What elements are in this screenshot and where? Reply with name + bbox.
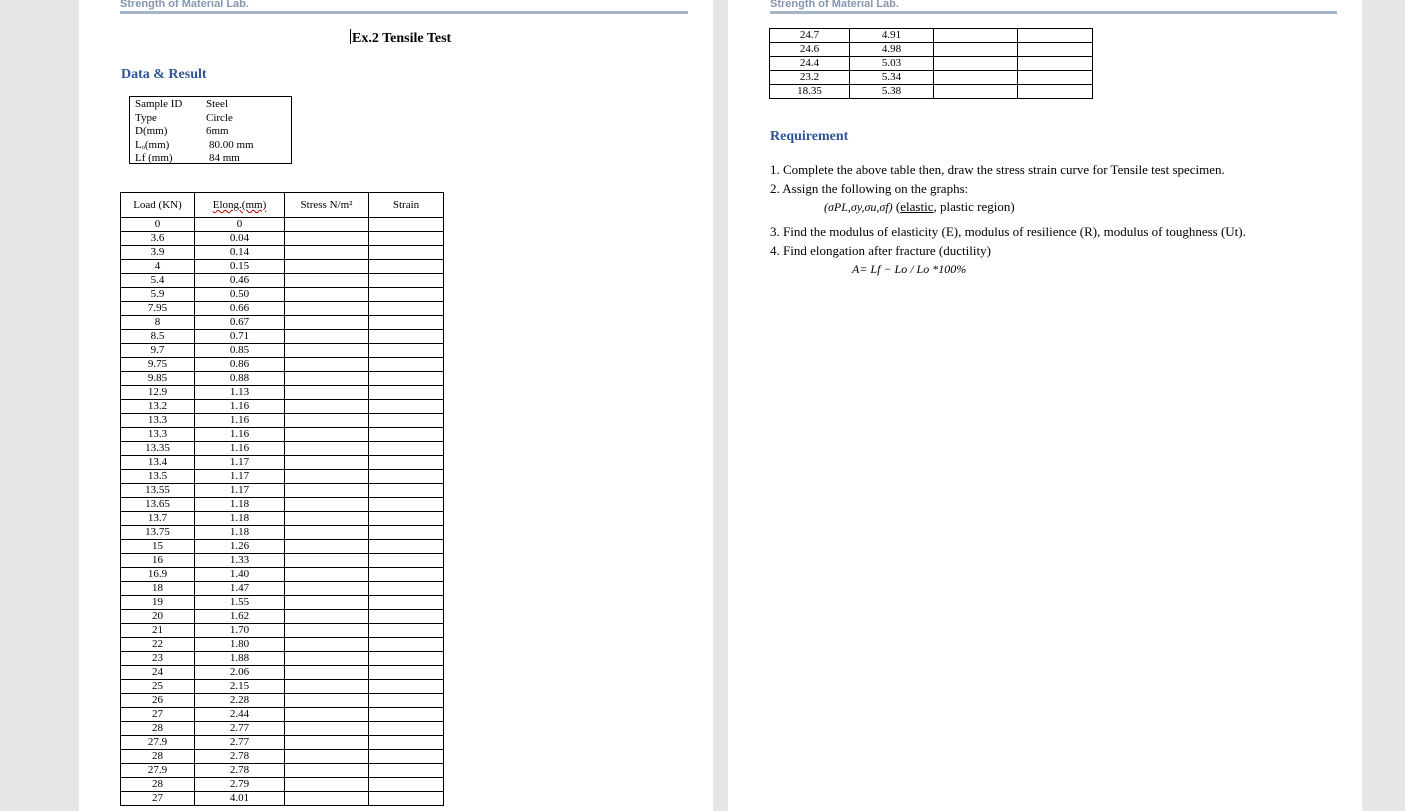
stress-cell bbox=[285, 470, 369, 484]
table-body bbox=[121, 218, 444, 806]
strain-cell bbox=[369, 414, 444, 428]
stress-cell bbox=[285, 498, 369, 512]
elongation-cell: 1.17 bbox=[195, 470, 285, 484]
strain-cell bbox=[369, 330, 444, 344]
table-row bbox=[121, 582, 444, 596]
column-header bbox=[195, 193, 285, 218]
strain-cell bbox=[369, 610, 444, 624]
table-row bbox=[121, 638, 444, 652]
table-row bbox=[770, 85, 1093, 99]
table-row bbox=[121, 218, 444, 232]
stress-cell bbox=[285, 274, 369, 288]
elongation-cell: 1.18 bbox=[195, 512, 285, 526]
elongation-cell: 0.46 bbox=[195, 274, 285, 288]
stress-cell bbox=[285, 694, 369, 708]
load-cell: 20 bbox=[121, 610, 195, 624]
elongation-cell: 0.66 bbox=[195, 302, 285, 316]
table-row bbox=[121, 386, 444, 400]
load-cell: 5.9 bbox=[121, 288, 195, 302]
sample-info-value: Circle bbox=[206, 111, 233, 124]
elongation-cell: 4.91 bbox=[850, 29, 934, 43]
load-cell: 27.9 bbox=[121, 764, 195, 778]
column-header bbox=[369, 193, 444, 218]
load-cell: 13.65 bbox=[121, 498, 195, 512]
stress-cell bbox=[934, 29, 1018, 43]
text-cursor bbox=[350, 29, 351, 44]
load-cell: 13.35 bbox=[121, 442, 195, 456]
stress-cell bbox=[285, 750, 369, 764]
column-header bbox=[121, 193, 195, 218]
table-row bbox=[121, 736, 444, 750]
stress-cell bbox=[285, 456, 369, 470]
table-row bbox=[121, 526, 444, 540]
stress-cell bbox=[285, 554, 369, 568]
load-cell: 5.4 bbox=[121, 274, 195, 288]
strain-cell bbox=[369, 288, 444, 302]
table-row bbox=[121, 288, 444, 302]
table-body bbox=[770, 29, 1093, 99]
sample-info-value: 84 mm bbox=[209, 152, 240, 164]
elongation-cell: 0.86 bbox=[195, 358, 285, 372]
strain-cell bbox=[369, 456, 444, 470]
strain-cell bbox=[369, 540, 444, 554]
stress-cell bbox=[934, 71, 1018, 85]
elongation-cell: 0 bbox=[195, 218, 285, 232]
strain-cell bbox=[369, 526, 444, 540]
elongation-cell: 1.55 bbox=[195, 596, 285, 610]
stress-cell bbox=[285, 596, 369, 610]
table-row bbox=[121, 764, 444, 778]
load-cell: 28 bbox=[121, 722, 195, 736]
table-row bbox=[121, 428, 444, 442]
table-row bbox=[770, 29, 1093, 43]
page-header-text: Strength of Material Lab. bbox=[120, 0, 249, 10]
load-cell: 24.6 bbox=[770, 43, 850, 57]
stress-cell bbox=[285, 428, 369, 442]
stress-cell bbox=[285, 302, 369, 316]
table-row bbox=[121, 680, 444, 694]
elongation-cell: 1.18 bbox=[195, 498, 285, 512]
load-cell: 13.55 bbox=[121, 484, 195, 498]
elongation-cell: 1.40 bbox=[195, 568, 285, 582]
table-row bbox=[121, 498, 444, 512]
table-row bbox=[121, 554, 444, 568]
strain-cell bbox=[369, 512, 444, 526]
elongation-cell: 0.85 bbox=[195, 344, 285, 358]
stress-cell bbox=[285, 414, 369, 428]
elongation-cell: 1.16 bbox=[195, 414, 285, 428]
elongation-cell: 0.04 bbox=[195, 232, 285, 246]
table-row bbox=[121, 400, 444, 414]
table-row bbox=[121, 750, 444, 764]
elongation-cell: 0.67 bbox=[195, 316, 285, 330]
load-cell: 13.3 bbox=[121, 428, 195, 442]
stress-cell bbox=[285, 526, 369, 540]
load-cell: 22 bbox=[121, 638, 195, 652]
stress-cell bbox=[934, 57, 1018, 71]
load-cell: 13.2 bbox=[121, 400, 195, 414]
strain-cell bbox=[369, 316, 444, 330]
strain-cell bbox=[369, 750, 444, 764]
strain-cell bbox=[369, 638, 444, 652]
elongation-cell: 1.80 bbox=[195, 638, 285, 652]
load-cell: 19 bbox=[121, 596, 195, 610]
elongation-cell: 0.88 bbox=[195, 372, 285, 386]
strain-cell bbox=[1018, 29, 1093, 43]
table-row bbox=[121, 540, 444, 554]
load-cell: 28 bbox=[121, 750, 195, 764]
stress-cell bbox=[934, 85, 1018, 99]
strain-cell bbox=[369, 680, 444, 694]
table-row bbox=[121, 708, 444, 722]
table-row bbox=[121, 330, 444, 344]
table-row bbox=[121, 232, 444, 246]
stress-cell bbox=[285, 792, 369, 806]
table-row bbox=[121, 610, 444, 624]
requirement-item-3: 3. Find the modulus of elasticity (E), modulus of resilience (R), modulus of toughness (Ut). bbox=[770, 224, 1246, 239]
strain-cell bbox=[369, 232, 444, 246]
stress-cell bbox=[285, 624, 369, 638]
elongation-cell: 1.17 bbox=[195, 484, 285, 498]
elongation-cell: 1.13 bbox=[195, 386, 285, 400]
strain-cell bbox=[369, 722, 444, 736]
strain-cell bbox=[369, 302, 444, 316]
strain-cell bbox=[1018, 85, 1093, 99]
load-cell: 8.5 bbox=[121, 330, 195, 344]
table-row bbox=[121, 274, 444, 288]
sample-info-key: D(mm) bbox=[135, 125, 168, 137]
document-page-1 bbox=[79, 0, 713, 811]
stress-cell bbox=[285, 484, 369, 498]
load-cell: 7.95 bbox=[121, 302, 195, 316]
load-cell: 9.7 bbox=[121, 344, 195, 358]
table-row bbox=[770, 71, 1093, 85]
table-row bbox=[121, 442, 444, 456]
stress-cell bbox=[285, 344, 369, 358]
load-cell: 23.2 bbox=[770, 71, 850, 85]
strain-cell bbox=[369, 358, 444, 372]
strain-cell bbox=[369, 554, 444, 568]
load-cell: 12.9 bbox=[121, 386, 195, 400]
strain-cell bbox=[369, 442, 444, 456]
elongation-cell: 1.47 bbox=[195, 582, 285, 596]
elongation-cell: 1.16 bbox=[195, 442, 285, 456]
elongation-cell: 5.03 bbox=[850, 57, 934, 71]
table-row bbox=[121, 778, 444, 792]
table-row bbox=[121, 344, 444, 358]
sample-info-key: Sample ID bbox=[135, 98, 183, 110]
elongation-cell: 2.28 bbox=[195, 694, 285, 708]
elongation-cell: 2.77 bbox=[195, 736, 285, 750]
stress-cell bbox=[285, 736, 369, 750]
table-row bbox=[121, 694, 444, 708]
load-cell: 13.3 bbox=[121, 414, 195, 428]
stress-cell bbox=[934, 43, 1018, 57]
load-cell: 25 bbox=[121, 680, 195, 694]
page-header-text: Strength of Material Lab. bbox=[770, 0, 899, 10]
strain-cell bbox=[1018, 57, 1093, 71]
column-header bbox=[285, 193, 369, 218]
stress-cell bbox=[285, 540, 369, 554]
elongation-cell: 0.50 bbox=[195, 288, 285, 302]
load-cell: 13.7 bbox=[121, 512, 195, 526]
stress-cell bbox=[285, 638, 369, 652]
elongation-cell: 5.38 bbox=[850, 85, 934, 99]
table-row bbox=[121, 260, 444, 274]
elongation-cell: 2.79 bbox=[195, 778, 285, 792]
elongation-cell: 1.18 bbox=[195, 526, 285, 540]
elastic-word: elastic bbox=[900, 199, 934, 214]
data-table bbox=[120, 192, 444, 806]
table-row bbox=[121, 568, 444, 582]
strain-cell bbox=[369, 274, 444, 288]
table-row bbox=[121, 484, 444, 498]
table-row bbox=[121, 456, 444, 470]
strain-cell bbox=[369, 484, 444, 498]
table-row bbox=[121, 652, 444, 666]
load-cell: 9.75 bbox=[121, 358, 195, 372]
elongation-cell: 0.15 bbox=[195, 260, 285, 274]
stress-cell bbox=[285, 778, 369, 792]
strain-cell bbox=[369, 386, 444, 400]
stress-cell bbox=[285, 386, 369, 400]
load-cell: 24.4 bbox=[770, 57, 850, 71]
strain-cell bbox=[369, 694, 444, 708]
ductility-formula: A= Lf − Lo / Lo *100% bbox=[852, 262, 967, 276]
table-row bbox=[121, 470, 444, 484]
stress-cell bbox=[285, 442, 369, 456]
assign-rest: , plastic region) bbox=[933, 199, 1015, 214]
load-cell: 28 bbox=[121, 778, 195, 792]
header-rule bbox=[770, 11, 1337, 14]
page-title bbox=[350, 29, 451, 47]
stress-cell bbox=[285, 288, 369, 302]
stress-cell bbox=[285, 330, 369, 344]
column-header-label: Stress N/m² bbox=[300, 199, 353, 211]
strain-cell bbox=[369, 498, 444, 512]
table-row bbox=[121, 722, 444, 736]
sample-info-key: Lf (mm) bbox=[135, 152, 173, 164]
elongation-cell: 0.14 bbox=[195, 246, 285, 260]
strain-cell bbox=[369, 652, 444, 666]
column-header-label: Load (KN) bbox=[133, 199, 182, 211]
sample-info-value: 6mm bbox=[206, 125, 229, 137]
load-cell: 24.7 bbox=[770, 29, 850, 43]
stress-cell bbox=[285, 372, 369, 386]
strain-cell bbox=[369, 666, 444, 680]
elongation-cell: 2.78 bbox=[195, 764, 285, 778]
stress-cell bbox=[285, 568, 369, 582]
stress-cell bbox=[285, 764, 369, 778]
strain-cell bbox=[369, 736, 444, 750]
load-cell: 13.5 bbox=[121, 470, 195, 484]
load-cell: 24 bbox=[121, 666, 195, 680]
requirement-item-1: 1. Complete the above table then, draw the stress strain curve for Tensile test specimen. bbox=[770, 162, 1225, 177]
strain-cell bbox=[369, 344, 444, 358]
table-row bbox=[770, 43, 1093, 57]
strain-cell bbox=[369, 708, 444, 722]
load-cell: 21 bbox=[121, 624, 195, 638]
strain-cell bbox=[369, 372, 444, 386]
load-cell: 18 bbox=[121, 582, 195, 596]
elongation-cell: 1.16 bbox=[195, 400, 285, 414]
strain-cell bbox=[369, 568, 444, 582]
elongation-cell: 1.88 bbox=[195, 652, 285, 666]
load-cell: 3.9 bbox=[121, 246, 195, 260]
strain-cell bbox=[369, 260, 444, 274]
stress-cell bbox=[285, 246, 369, 260]
table-row bbox=[121, 792, 444, 806]
strain-cell bbox=[1018, 43, 1093, 57]
stress-symbols: (σPL,σy,σu,σf) bbox=[824, 200, 893, 214]
load-cell: 15 bbox=[121, 540, 195, 554]
elongation-cell: 2.44 bbox=[195, 708, 285, 722]
elongation-cell: 1.26 bbox=[195, 540, 285, 554]
sample-info-value: Steel bbox=[206, 98, 228, 110]
sample-info-key: Lₒ(mm) bbox=[135, 138, 170, 151]
data-table-continued bbox=[769, 28, 1093, 99]
stress-cell bbox=[285, 708, 369, 722]
stress-cell bbox=[285, 610, 369, 624]
strain-cell bbox=[369, 778, 444, 792]
stress-cell bbox=[285, 232, 369, 246]
load-cell: 9.85 bbox=[121, 372, 195, 386]
table-row bbox=[121, 246, 444, 260]
elongation-cell: 1.62 bbox=[195, 610, 285, 624]
title-text: Ex.2 Tensile Test bbox=[352, 31, 452, 46]
document-page-2 bbox=[728, 0, 1362, 811]
load-cell: 23 bbox=[121, 652, 195, 666]
elongation-cell: 2.77 bbox=[195, 722, 285, 736]
stress-cell bbox=[285, 722, 369, 736]
stress-cell bbox=[285, 666, 369, 680]
table-row bbox=[121, 624, 444, 638]
load-cell: 4 bbox=[121, 260, 195, 274]
strain-cell bbox=[369, 428, 444, 442]
strain-cell bbox=[369, 764, 444, 778]
elongation-cell: 1.17 bbox=[195, 456, 285, 470]
table-row bbox=[121, 512, 444, 526]
stress-cell bbox=[285, 218, 369, 232]
section-heading-requirement: Requirement bbox=[770, 129, 849, 144]
strain-cell bbox=[369, 400, 444, 414]
sample-info-key: Type bbox=[135, 111, 157, 124]
elongation-cell: 5.34 bbox=[850, 71, 934, 85]
table-row bbox=[121, 596, 444, 610]
load-cell: 27 bbox=[121, 792, 195, 806]
strain-cell bbox=[369, 792, 444, 806]
stress-cell bbox=[285, 652, 369, 666]
stress-cell bbox=[285, 260, 369, 274]
load-cell: 16.9 bbox=[121, 568, 195, 582]
strain-cell bbox=[369, 218, 444, 232]
section-heading-data-result: Data & Result bbox=[121, 67, 207, 82]
elongation-cell: 2.06 bbox=[195, 666, 285, 680]
assign-line: (σPL,σy,σu,σf) (elastic, plastic region) bbox=[824, 199, 1015, 214]
header-rule bbox=[120, 11, 688, 14]
load-cell: 18.35 bbox=[770, 85, 850, 99]
load-cell: 27.9 bbox=[121, 736, 195, 750]
column-header-label: Elong.(mm) bbox=[212, 199, 267, 211]
elongation-cell: 1.33 bbox=[195, 554, 285, 568]
strain-cell bbox=[369, 246, 444, 260]
elongation-cell: 4.98 bbox=[850, 43, 934, 57]
stress-cell bbox=[285, 582, 369, 596]
stress-cell bbox=[285, 358, 369, 372]
elongation-cell: 2.78 bbox=[195, 750, 285, 764]
elongation-cell: 4.01 bbox=[195, 792, 285, 806]
strain-cell bbox=[369, 582, 444, 596]
table-row bbox=[121, 316, 444, 330]
requirement-item-4: 4. Find elongation after fracture (ductility) bbox=[770, 243, 991, 258]
strain-cell bbox=[369, 624, 444, 638]
load-cell: 27 bbox=[121, 708, 195, 722]
table-row bbox=[770, 57, 1093, 71]
table-row bbox=[121, 666, 444, 680]
load-cell: 3.6 bbox=[121, 232, 195, 246]
load-cell: 26 bbox=[121, 694, 195, 708]
stress-cell bbox=[285, 400, 369, 414]
load-cell: 13.4 bbox=[121, 456, 195, 470]
sample-info-value: 80.00 mm bbox=[209, 138, 254, 151]
strain-cell bbox=[1018, 71, 1093, 85]
stress-cell bbox=[285, 316, 369, 330]
elongation-cell: 2.15 bbox=[195, 680, 285, 694]
load-cell: 16 bbox=[121, 554, 195, 568]
sample-info-box bbox=[129, 96, 292, 164]
table-header-row bbox=[121, 193, 444, 218]
column-header-label: Strain bbox=[392, 199, 420, 211]
strain-cell bbox=[369, 596, 444, 610]
stress-cell bbox=[285, 512, 369, 526]
stress-cell bbox=[285, 680, 369, 694]
load-cell: 13.75 bbox=[121, 526, 195, 540]
table-row bbox=[121, 372, 444, 386]
table-row bbox=[121, 302, 444, 316]
table-row bbox=[121, 414, 444, 428]
table-row bbox=[121, 358, 444, 372]
load-cell: 8 bbox=[121, 316, 195, 330]
elongation-cell: 1.16 bbox=[195, 428, 285, 442]
requirement-item-2: 2. Assign the following on the graphs: bbox=[770, 181, 969, 196]
strain-cell bbox=[369, 470, 444, 484]
elongation-cell: 1.70 bbox=[195, 624, 285, 638]
elongation-cell: 0.71 bbox=[195, 330, 285, 344]
load-cell: 0 bbox=[121, 218, 195, 232]
